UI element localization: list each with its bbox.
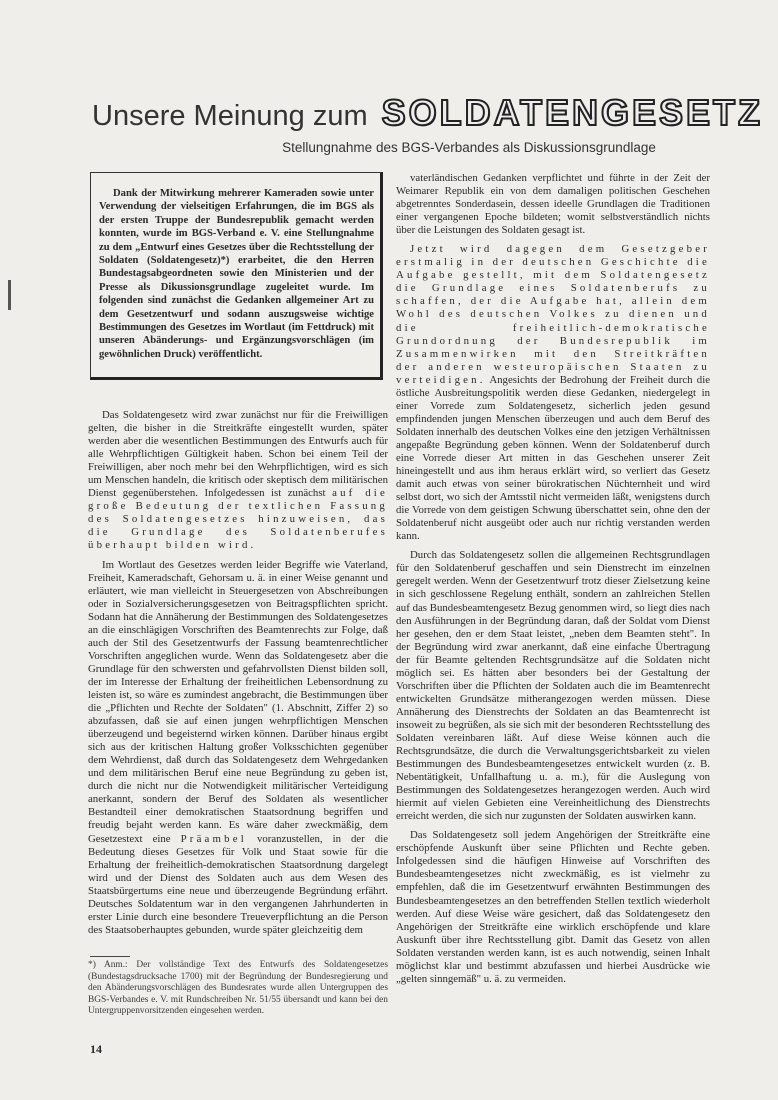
paragraph [88, 409, 388, 553]
text-run: voranzustellen, in der die Bedeutung dieses Gesetzes für Volk und Staat sowie für die Erhaltung der freiheitlich-demokratischen Staatsordnung dargelegt wird und der Dienst des Soldaten auch aus dem Wesen des Staatsbürgertums eine neue und überzeugende Begründung erfährt. Deutsches Soldatentum war in den vergangenen Jahrhunderten in erster Linie durch eine besondere Treueverpflichtung an die Person des Staatsoberhauptes gebunden, wurde später gleichzeitig dem [88, 832, 388, 936]
text-run: Im Wortlaut des Gesetzes werden leider Begriffe wie Vaterland, Freiheit, Kameradschaft, Gehorsam u. ä. in einer Weise genannt und erläutert, wie man vielleicht in Steuergesetzen von Abschreibungen oder in Sozialversicherungsgesetzen von Beitragspflichten spricht. Sodann hat die Annäherung der Bestimmungen des Soldatengesetzes an die einschlägigen Vorschriften des Beamtenrechts zur Folge, daß auch der Stil des Gesetzentwurfs der Fassung beamtenrechtlicher Vorschriften angeglichen wurde. Wenn das Soldatengesetz aber die Grundlage für den schwersten und gefahrvollsten Dienst bilden soll, der im Interesse der Erhaltung der freiheitlichen Lebensordnung zu leisten ist, so wäre es zumindest angebracht, die Bestimmungen über die „Pflichten und Rechte der Soldaten" (1. Abschnitt, Ziffer 2) so abzufassen, daß sie auf einen jungen wehrpflichtigen Menschen überzeugend und begeisternd wirken können. Darüber hinaus ergibt sich aus der kritischen Haltung großer Volksschichten gegenüber dem Wehrdienst, daß durch das Soldatengesetz dem Wehrgedanken und dem militärischen Beruf eine neue Begründung zu geben ist, durch die nicht nur die Notwendigkeit militärischer Verteidigung anerkannt, sondern der Beruf des Soldaten als wesentlicher Bestandteil einer demokratischen Staatsordnung begriffen und freudig bejaht werden kann. Es wäre daher zweckmäßig, dem Gesetzestext eine [88, 558, 388, 845]
title-prefix: Unsere Meinung zum [92, 100, 368, 132]
left-column [88, 409, 388, 943]
paragraph [396, 549, 710, 823]
scan-edge-mark [8, 280, 11, 310]
emphasized-text: Jetzt wird dagegen dem Gesetzgeber erstmalig in der deutschen Geschichte die Aufgabe gestellt, mit dem Soldatengesetz die Grundlage eines Soldatenberufs zu schaffen, der die Aufgabe hat, allein dem Wohl des deutschen Volkes zu dienen und die freiheitlich-demokratische Grundordnung der Bundesrepublik im Zusammenwirken mit den Streitkräften der anderen westeuropäischen Staaten zu verteidigen. [396, 243, 710, 386]
text-run: Das Soldatengesetz wird zwar zunächst nur für die Freiwilligen gelten, die bisher in die Streitkräfte eingestellt wurden, später werden aber die wesentlichen Bestimmungen des Entwurfs auch für alle Wehrpflichtigen Gültigkeit haben. Schon bei einem Teil der Freiwilligen, aber noch mehr bei den Wehrpflichtigen, wird es sich um Menschen handeln, die kritisch oder skeptisch dem militärischen Dienst gegenüberstehen. Infolgedessen ist zunächst [88, 409, 388, 500]
text-run: vaterländischen Gedanken verpflichtet und führte in der Zeit der Weimarer Republik ein von dem damaligen politischen Geschehen abgetrenntes Sonderdasein, dessen ideelle Grundlagen die Traditionen einer vergangenen Epoche bildeten; womit selbstverständlich nichts über die Leistungen des Soldaten gesagt ist. [396, 172, 710, 237]
article-subtitle: Stellungnahme des BGS-Verbandes als Diskussionsgrundlage [282, 140, 656, 155]
paragraph [396, 243, 710, 543]
text-run: Angesichts der Bedrohung der Freiheit durch die östliche Ausbreitungspolitik werden diese Gedanken, niedergelegt in einer Vorrede zum Soldatengesetz, sicherlich jeden gesund empfindenden jungen Menschen überzeugen und auch dem Beruf des Soldaten innerhalb des deutschen Volkes eine den jetzigen Verhältnissen angepaßte Begründung geben können. Wenn der Soldatenberuf durch eine Vorrede dieser Art mitten in das Geschehen unserer Zeit hineingestellt und aus ihm heraus erklärt wird, so verliert das Gesetz damit auch etwas von seiner bürokratischen Nüchternheit und wird selbst dort, wo sich der Amtsstil nicht vermeiden läßt, wenigstens durch die Vorrede von dem geistigen Schwung überschattet sein, ohne den der Soldatenberuf nicht ausgeübt oder auch nur richtig verstanden werden kann. [396, 373, 710, 543]
page-number: 14 [90, 1042, 102, 1056]
paragraph [396, 172, 710, 237]
right-column [396, 172, 710, 992]
article-title [92, 92, 763, 134]
title-main: SOLDATENGESETZ [381, 92, 763, 133]
emphasized-text: auf die große Bedeutung der textlichen Fassung des Soldatengesetzes hinzuweisen, das die Grundlage des Soldatenberufes überhaupt bilden wird. [88, 487, 388, 552]
emphasized-text: Präambel [180, 832, 247, 845]
paragraph [88, 559, 388, 937]
footnote-rule [90, 956, 130, 957]
text-run: Durch das Soldatengesetz sollen die allgemeinen Rechtsgrundlagen für den Soldatenberuf geschaffen und sein Dienstrecht im einzelnen geregelt werden. Wenn der Gesetzentwurf trotz dieser Zielsetzung keine in sich geschlossene Regelung enthält, sondern an zahlreichen Stellen auf das Bundesbeamtengesetz Bezug genommen wird, so liegt dies nach den Ausführungen in der Begründung daran, daß der Soldat vom Dienst her gesehen, den er dem Staat leistet, „neben dem Beamten steht". In der Begründung wird zwar anerkannt, daß eine einfache Übertragung der für Beamte geltenden Rechtsgrundsätze auf die Soldaten nicht möglich sei. Es hätten aber besonders bei der Gestaltung der Vorschriften über die Pflichten der Soldaten auch die im Beamtenrecht entwickelten Grundsätze mitherangezogen werden müssen. Diese Annäherung des Dienstrechts der Soldaten an das Beamtenrecht ist insoweit zu begrüßen, als sie sich mit der besonderen Rechtsstellung des Soldaten vereinbaren läßt. Auf diese Weise können auch die Rechtsgrundsätze, die durch die Verwaltungsgerichtsbarkeit zu vielen Bestimmungen des Bundesbeamtengesetzes entwickelt wurden (z. B. Nebentätigkeit, Unfallhaftung u. a. m.), für die Auslegung von Bestimmungen des Soldatengesetzes herangezogen werden. Auch wird hiermit auf vielen Gebieten eine Vereinheitlichung des Dienstrechts erreicht werden, die sich nur zugunsten der Soldaten auswirken kann. [396, 549, 710, 823]
footnote: *) Anm.: Der vollständige Text des Entwurfs des Soldatengesetzes (Bundestagsdrucksache 1700) mit der Begründung der Bundesregierung und den Abänderungsvorschlägen des Bundesrates wurde allen Untergruppen des BGS-Verbandes e. V. mit Rundschreiben Nr. 51/55 übersandt und kann bei den Untergruppenvorsitzenden eingesehen werden. [88, 960, 388, 1017]
intro-box [90, 172, 383, 380]
intro-text: Dank der Mitwirkung mehrerer Kameraden sowie unter Verwendung der vielseitigen Erfahrungen, die im BGS als der ersten Truppe der Bundesrepublik gemacht werden konnten, wurde im BGS-Verband e. V. eine Stellungnahme zu dem „Entwurf eines Gesetzes über die Rechtsstellung der Soldaten (Soldatengesetz)*) erarbeitet, die den Herren Bundestagsabgeordneten sowie den Ministerien und der Presse als Dikussionsgrundlage zugeleitet wurde. Im folgenden sind zunächst die Gedanken allgemeiner Art zu dem Gesetzentwurf und sodann auszugsweise wichtige Bestimmungen des Gesetzes im Wortlaut (im Fettdruck) mit unseren Abänderungs- und Ergänzungsvorschlägen (im gewöhnlichen Druck) veröffentlicht. [99, 188, 374, 360]
paragraph [396, 829, 710, 986]
text-run: Das Soldatengesetz soll jedem Angehörigen der Streitkräfte eine erschöpfende Auskunft über seine Pflichten und Rechte geben. Infolgedessen sind die häufigen Hinweise auf Vorschriften des Bundesbeamtengesetzes nicht zweckmäßig, es ist vielmehr zu empfehlen, daß die im Gesetzentwurf erwähnten Bestimmungen des Bundesbeamtengesetzes an den betreffenden Stellen textlich wiederholt werden. Auf diese Weise wäre gesichert, daß das Soldatengesetz den Angehörigen der Streitkräfte eine wirklich erschöpfende und klare Auskunft über ihre Rechtsstellung gibt. Damit das Gesetz von allen Soldaten verstanden werden kann, ist es auch notwendig, seinen Inhalt möglichst klar und bestimmt abzufassen und hierbei Ausdrücke wie „gelten sinngemäß" u. ä. zu vermeiden. [396, 829, 710, 985]
